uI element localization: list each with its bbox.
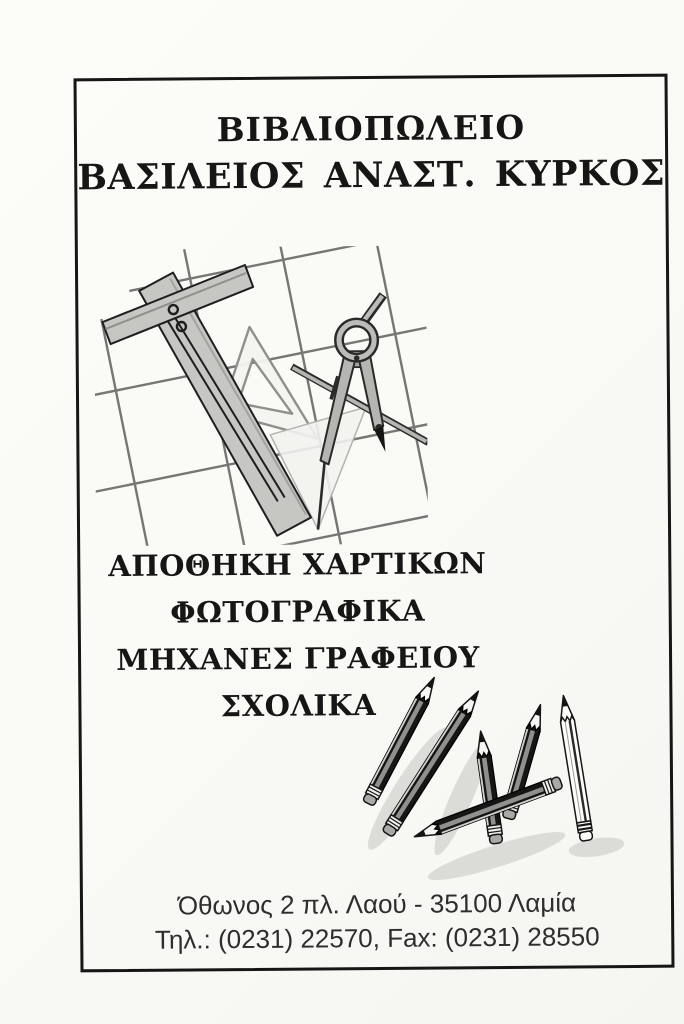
contact-block	[83, 885, 672, 958]
phone-fax-line: Τηλ.: (0231) 22570, Fax: (0231) 28550	[154, 921, 600, 955]
address-line: Όθωνος 2 πλ. Λαού - 35100 Λαμία	[177, 887, 577, 921]
store-type-title: ΒΙΒΛΙΟΠΩΛΕΙΟ	[216, 107, 526, 150]
drafting-tools-illustration	[94, 246, 428, 547]
pencil-white	[556, 694, 593, 841]
drafting-tools-graphic	[94, 246, 428, 547]
service-item: ΣΧΟΛΙΚΑ	[220, 687, 377, 724]
pencils-illustration	[355, 667, 647, 881]
owner-name-title: ΒΑΣΙΛΕΙΟΣ ΑΝΑΣΤ. ΚΥΡΚΟΣ	[77, 152, 666, 199]
service-item: ΦΩΤΟΓΡΑΦΙΚΑ	[170, 593, 426, 630]
pencils-graphic	[355, 667, 647, 881]
service-item: ΑΠΟΘΗΚΗ ΧΑΡΤΙΚΩΝ	[108, 546, 487, 584]
ad-border-frame	[73, 74, 674, 973]
service-item: ΜΗΧΑΝΕΣ ΓΡΑΦΕΙΟΥ	[116, 640, 480, 678]
pencil	[474, 730, 504, 844]
